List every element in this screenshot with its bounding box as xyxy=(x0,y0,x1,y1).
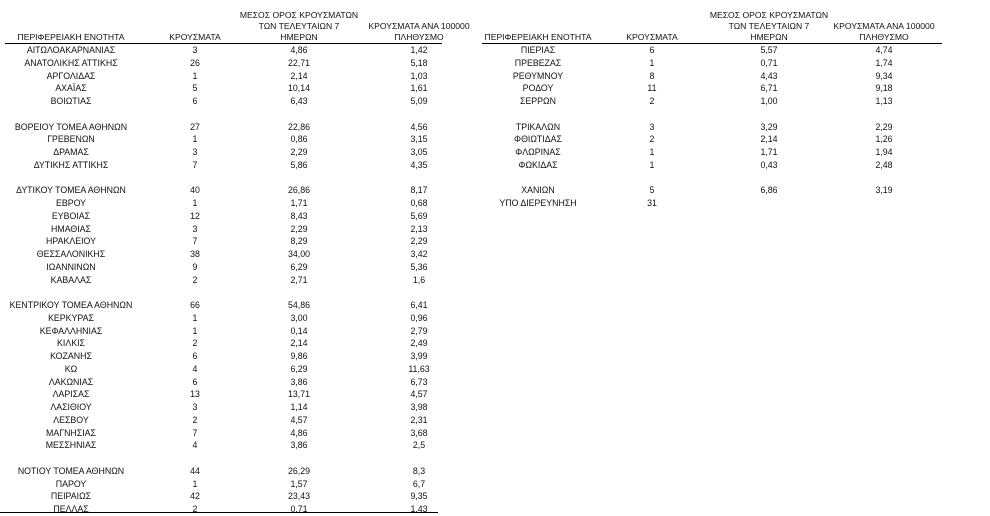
cell-cases: 7 xyxy=(192,236,198,247)
cell-cases: 40 xyxy=(190,185,200,196)
table-row xyxy=(5,184,442,197)
group-spacer xyxy=(5,452,442,465)
table-row xyxy=(482,197,942,210)
cell-per100k: 6,7 xyxy=(412,478,426,489)
cell-avg7: 1,71 xyxy=(760,147,778,157)
table-row xyxy=(5,299,442,312)
cell-cases: 1 xyxy=(192,312,198,323)
right-table xyxy=(482,0,942,208)
cell-avg7: 4,43 xyxy=(760,70,778,81)
header-per100k: ΚΡΟΥΣΜΑΤΑ ΑΝΑ 100000 ΠΛΗΘΥΣΜΟ xyxy=(368,21,470,42)
cell-avg7: 3,00 xyxy=(290,312,308,323)
cell-region: ΜΕΣΣΗΝΙΑΣ xyxy=(45,440,97,451)
cell-avg7: 0,14 xyxy=(290,325,308,336)
cell-avg7: 1,57 xyxy=(290,478,308,489)
cell-per100k: 2,49 xyxy=(410,338,428,349)
cell-region: ΒΟΙΩΤΙΑΣ xyxy=(50,96,92,106)
cell-cases: 26 xyxy=(190,57,200,68)
cell-region: ΑΧΑΪΑΣ xyxy=(55,83,87,94)
cell-per100k: 1,94 xyxy=(875,147,893,157)
cell-avg7: 0,86 xyxy=(290,134,308,145)
table-row xyxy=(5,223,442,236)
cell-cases: 2 xyxy=(192,338,198,349)
cell-cases: 1 xyxy=(192,134,198,145)
table-row xyxy=(5,57,442,70)
cell-region: ΑΙΤΩΛΟΑΚΑΡΝΑΝΙΑΣ xyxy=(26,45,116,55)
cell-per100k: 4,35 xyxy=(410,159,428,170)
left-table xyxy=(5,0,470,514)
cell-avg7: 0,71 xyxy=(760,57,778,68)
cell-region: ΣΕΡΡΩΝ xyxy=(520,96,556,106)
cell-region: ΠΕΙΡΑΙΩΣ xyxy=(50,491,92,502)
cell-per100k: 2,79 xyxy=(410,325,428,336)
cell-avg7: 0,43 xyxy=(760,159,778,170)
cell-region: ΤΡΙΚΑΛΩΝ xyxy=(515,121,561,132)
cell-avg7: 5,57 xyxy=(760,45,778,55)
cell-avg7: 2,14 xyxy=(290,338,308,349)
cell-region: ΘΕΣΣΑΛΟΝΙΚΗΣ xyxy=(36,249,106,259)
cell-cases: 9 xyxy=(192,261,198,272)
cell-avg7: 26,29 xyxy=(287,465,310,476)
right-table-body xyxy=(482,44,942,210)
cell-region: ΚΑΒΑΛΑΣ xyxy=(50,274,92,285)
cell-per100k: 4,57 xyxy=(410,389,428,400)
group-spacer xyxy=(5,108,442,121)
cell-avg7: 4,86 xyxy=(290,45,308,55)
cell-region: ΡΟΔΟΥ xyxy=(522,83,554,94)
cell-cases: 44 xyxy=(190,465,200,476)
cell-cases: 42 xyxy=(190,491,200,502)
cell-region: ΙΩΑΝΝΙΝΩΝ xyxy=(46,261,96,272)
left-table-header xyxy=(5,0,470,43)
cell-cases: 4 xyxy=(192,440,198,451)
table-row xyxy=(5,70,442,83)
cell-per100k: 5,36 xyxy=(410,261,428,272)
cell-per100k: 1,74 xyxy=(875,57,893,68)
cell-avg7: 6,29 xyxy=(290,363,308,374)
cell-per100k: 8,3 xyxy=(412,465,426,476)
cell-cases: 6 xyxy=(192,351,198,361)
cell-cases: 38 xyxy=(190,249,200,259)
cell-avg7: 22,71 xyxy=(287,57,310,68)
cell-per100k: 1,26 xyxy=(875,134,893,145)
cell-per100k: 1,13 xyxy=(875,96,893,106)
cell-cases: 12 xyxy=(190,210,200,221)
cell-avg7: 8,29 xyxy=(290,236,308,247)
right-table-header xyxy=(482,0,942,43)
cell-region: ΚΕΦΑΛΛΗΝΙΑΣ xyxy=(39,325,103,336)
table-row xyxy=(482,184,942,197)
table-row xyxy=(5,312,442,325)
group-spacer xyxy=(482,108,942,121)
header-region: ΠΕΡΙΦΕΡΕΙΑΚΗ ΕΝΟΤΗΤΑ xyxy=(484,32,592,42)
cell-region: ΔΡΑΜΑΣ xyxy=(53,147,89,157)
table-row xyxy=(482,70,942,83)
cell-cases: 6 xyxy=(649,45,655,55)
cell-region: ΦΛΩΡΙΝΑΣ xyxy=(515,147,561,157)
header-region: ΠΕΡΙΦΕΡΕΙΑΚΗ ΕΝΟΤΗΤΑ xyxy=(17,32,125,42)
cell-avg7: 6,43 xyxy=(290,96,308,106)
cell-region: ΠΕΛΛΑΣ xyxy=(53,504,89,514)
cell-region: ΕΒΡΟΥ xyxy=(55,198,87,208)
table-row xyxy=(5,337,442,350)
table-row xyxy=(5,95,442,108)
table-row xyxy=(5,363,442,376)
cell-cases: 13 xyxy=(190,389,200,400)
cell-cases: 1 xyxy=(192,198,198,208)
cell-cases: 6 xyxy=(192,376,198,387)
cell-avg7: 10,14 xyxy=(287,83,310,94)
cell-per100k: 1,42 xyxy=(410,45,428,55)
cell-region: ΚΩ xyxy=(64,363,78,374)
cell-avg7: 1,00 xyxy=(760,96,778,106)
cell-cases: 2 xyxy=(192,274,198,285)
cell-avg7: 22,86 xyxy=(287,121,310,132)
table-row xyxy=(5,478,442,491)
cell-avg7: 34,00 xyxy=(287,249,310,259)
cell-cases: 1 xyxy=(192,478,198,489)
cell-avg7: 6,29 xyxy=(290,261,308,272)
cell-cases: 1 xyxy=(192,70,198,81)
cell-avg7: 3,86 xyxy=(290,440,308,451)
table-row xyxy=(482,146,942,159)
cell-cases: 2 xyxy=(649,96,655,106)
cell-avg7: 2,14 xyxy=(760,134,778,145)
cell-region: ΚΕΝΤΡΙΚΟΥ ΤΟΜΕΑ ΑΘΗΝΩΝ xyxy=(9,300,133,310)
table-row xyxy=(482,44,942,57)
cell-per100k: 9,34 xyxy=(875,70,893,81)
table-row xyxy=(5,401,442,414)
cell-region: ΦΘΙΩΤΙΔΑΣ xyxy=(514,134,562,145)
table-row xyxy=(5,503,442,516)
cell-cases: 27 xyxy=(190,121,200,132)
cell-region: ΔΥΤΙΚΗΣ ΑΤΤΙΚΗΣ xyxy=(33,159,109,170)
cell-cases: 5 xyxy=(649,185,655,196)
cell-region: ΠΡΕΒΕΖΑΣ xyxy=(514,57,562,68)
cell-per100k: 4,74 xyxy=(875,45,893,55)
group-spacer xyxy=(5,172,442,185)
left-table-body xyxy=(5,44,442,516)
cell-region: ΑΝΑΤΟΛΙΚΗΣ ΑΤΤΙΚΗΣ xyxy=(24,57,118,68)
cell-per100k: 4,56 xyxy=(410,121,428,132)
cell-region: ΗΜΑΘΙΑΣ xyxy=(51,223,91,234)
cell-region: ΚΟΖΑΝΗΣ xyxy=(50,351,92,361)
cell-per100k: 5,09 xyxy=(410,96,428,106)
table-row xyxy=(5,325,442,338)
cell-region: ΔΥΤΙΚΟΥ ΤΟΜΕΑ ΑΘΗΝΩΝ xyxy=(16,185,126,196)
header-avg7: ΜΕΣΟΣ ΟΡΟΣ ΚΡΟΥΣΜΑΤΩΝ ΤΩΝ ΤΕΛΕΥΤΑΙΩΝ 7 ΗΜΕΡΩΝ xyxy=(239,10,359,42)
cell-avg7: 5,86 xyxy=(290,159,308,170)
cell-region: ΗΡΑΚΛΕΙΟΥ xyxy=(46,236,96,247)
table-row xyxy=(482,159,942,172)
cell-avg7: 2,14 xyxy=(290,70,308,81)
cell-cases: 8 xyxy=(649,70,655,81)
cell-region: ΧΑΝΙΩΝ xyxy=(521,185,555,196)
cell-region: ΕΥΒΟΙΑΣ xyxy=(51,210,91,221)
cell-per100k: 11,63 xyxy=(408,363,430,374)
table-row xyxy=(482,95,942,108)
table-row xyxy=(482,121,942,134)
cell-cases: 7 xyxy=(192,427,198,438)
table-row xyxy=(5,235,442,248)
cell-per100k: 3,19 xyxy=(875,185,893,196)
cell-per100k: 3,99 xyxy=(410,351,428,361)
cell-per100k: 2,29 xyxy=(875,121,893,132)
header-per100k: ΚΡΟΥΣΜΑΤΑ ΑΝΑ 100000 ΠΛΗΘΥΣΜΟ xyxy=(833,21,935,42)
group-spacer xyxy=(5,286,442,299)
cell-per100k: 1,6 xyxy=(412,274,426,285)
table-row xyxy=(5,248,442,261)
header-avg7: ΜΕΣΟΣ ΟΡΟΣ ΚΡΟΥΣΜΑΤΩΝ ΤΩΝ ΤΕΛΕΥΤΑΙΩΝ 7 ΗΜΕΡΩΝ xyxy=(709,10,829,42)
cell-avg7: 26,86 xyxy=(287,185,310,196)
cell-per100k: 2,5 xyxy=(412,440,426,451)
cell-per100k: 5,18 xyxy=(410,57,428,68)
cell-region: ΠΙΕΡΙΑΣ xyxy=(520,45,556,55)
cell-region: ΚΙΛΚΙΣ xyxy=(57,338,85,349)
table-row xyxy=(5,465,442,478)
cell-per100k: 3,68 xyxy=(410,427,428,438)
cell-avg7: 1,14 xyxy=(290,402,308,412)
header-cases: ΚΡΟΥΣΜΑΤΑ xyxy=(626,32,678,42)
cell-cases: 6 xyxy=(192,96,198,106)
table-row xyxy=(482,57,942,70)
cell-per100k: 2,13 xyxy=(410,223,428,234)
cell-cases: 11 xyxy=(647,83,657,94)
table-row xyxy=(5,82,442,95)
cell-cases: 2 xyxy=(192,414,198,425)
cell-per100k: 6,41 xyxy=(410,300,428,310)
table-row xyxy=(5,414,442,427)
cell-region: ΜΑΓΝΗΣΙΑΣ xyxy=(46,427,96,438)
cell-cases: 3 xyxy=(192,223,198,234)
cell-cases: 1 xyxy=(649,57,655,68)
cell-cases: 3 xyxy=(192,147,198,157)
table-row xyxy=(482,82,942,95)
table-row xyxy=(5,210,442,223)
cell-cases: 3 xyxy=(649,121,655,132)
cell-per100k: 5,69 xyxy=(410,210,428,221)
cell-cases: 5 xyxy=(192,83,198,94)
cell-region: ΛΕΣΒΟΥ xyxy=(53,414,89,425)
cell-per100k: 1,03 xyxy=(410,70,428,81)
cell-region: ΡΕΘΥΜΝΟΥ xyxy=(512,70,564,81)
cell-avg7: 2,71 xyxy=(290,274,308,285)
cell-region: ΝΟΤΙΟΥ ΤΟΜΕΑ ΑΘΗΝΩΝ xyxy=(17,465,125,476)
cell-avg7: 1,71 xyxy=(290,198,308,208)
cell-region: ΛΑΡΙΣΑΣ xyxy=(52,389,90,400)
cell-region: ΦΩΚΙΔΑΣ xyxy=(518,159,558,170)
cell-per100k: 9,35 xyxy=(410,491,428,502)
table-row xyxy=(5,121,442,134)
table-row xyxy=(5,159,442,172)
cell-cases: 7 xyxy=(192,159,198,170)
table-row xyxy=(5,146,442,159)
table-row xyxy=(5,427,442,440)
cell-cases: 31 xyxy=(647,198,657,208)
cell-cases: 2 xyxy=(192,504,198,514)
cell-region: ΛΑΣΙΘΙΟΥ xyxy=(50,402,92,412)
cell-per100k: 3,42 xyxy=(410,249,428,259)
cell-avg7: 23,43 xyxy=(287,491,310,502)
cell-per100k: 6,73 xyxy=(410,376,428,387)
table-row xyxy=(5,44,442,57)
cell-per100k: 2,31 xyxy=(410,414,428,425)
cell-per100k: 3,15 xyxy=(410,134,428,145)
table-row xyxy=(5,197,442,210)
cell-avg7: 6,71 xyxy=(760,83,778,94)
cell-region: ΥΠΟ ΔΙΕΡΕΥΝΗΣΗ xyxy=(499,198,577,208)
table-row xyxy=(5,350,442,363)
header-cases: ΚΡΟΥΣΜΑΤΑ xyxy=(169,32,221,42)
cell-avg7: 6,86 xyxy=(760,185,778,196)
cell-region: ΑΡΓΟΛΙΔΑΣ xyxy=(46,70,96,81)
cell-cases: 2 xyxy=(649,134,655,145)
cell-avg7: 4,57 xyxy=(290,414,308,425)
cell-region: ΠΑΡΟΥ xyxy=(55,478,87,489)
cell-per100k: 2,48 xyxy=(875,159,893,170)
table-row xyxy=(5,490,442,503)
cell-avg7: 54,86 xyxy=(287,300,310,310)
cell-per100k: 9,18 xyxy=(875,83,893,94)
cell-cases: 1 xyxy=(192,325,198,336)
cell-per100k: 0,96 xyxy=(410,312,428,323)
cell-avg7: 4,86 xyxy=(290,427,308,438)
cell-cases: 1 xyxy=(649,159,655,170)
cell-cases: 1 xyxy=(649,147,655,157)
cell-avg7: 2,29 xyxy=(290,147,308,157)
cell-cases: 66 xyxy=(190,300,200,310)
table-row xyxy=(5,388,442,401)
table-row xyxy=(5,261,442,274)
cell-avg7: 13,71 xyxy=(287,389,310,400)
cell-per100k: 2,29 xyxy=(410,236,428,247)
cell-region: ΛΑΚΩΝΙΑΣ xyxy=(48,376,94,387)
cell-per100k: 1,43 xyxy=(410,504,428,514)
cell-per100k: 0,68 xyxy=(410,198,428,208)
cell-avg7: 2,29 xyxy=(290,223,308,234)
cell-per100k: 3,05 xyxy=(410,147,428,157)
group-spacer xyxy=(482,172,942,185)
table-row xyxy=(5,133,442,146)
table-row xyxy=(5,376,442,389)
cell-per100k: 3,98 xyxy=(410,402,428,412)
cell-avg7: 9,86 xyxy=(290,351,308,361)
cell-cases: 3 xyxy=(192,402,198,412)
cell-avg7: 3,29 xyxy=(760,121,778,132)
cell-avg7: 3,86 xyxy=(290,376,308,387)
cell-per100k: 8,17 xyxy=(410,185,428,196)
cell-cases: 3 xyxy=(192,45,198,55)
cell-cases: 4 xyxy=(192,363,198,374)
cell-region: ΚΕΡΚΥΡΑΣ xyxy=(48,312,94,323)
cell-region: ΒΟΡΕΙΟΥ ΤΟΜΕΑ ΑΘΗΝΩΝ xyxy=(14,121,128,132)
cell-region: ΓΡΕΒΕΝΩΝ xyxy=(47,134,95,145)
table-row xyxy=(5,439,442,452)
cell-per100k: 1,61 xyxy=(410,83,428,94)
table-row xyxy=(482,133,942,146)
cell-avg7: 8,43 xyxy=(290,210,308,221)
table-row xyxy=(5,274,442,287)
cell-avg7: 0,71 xyxy=(290,504,308,514)
